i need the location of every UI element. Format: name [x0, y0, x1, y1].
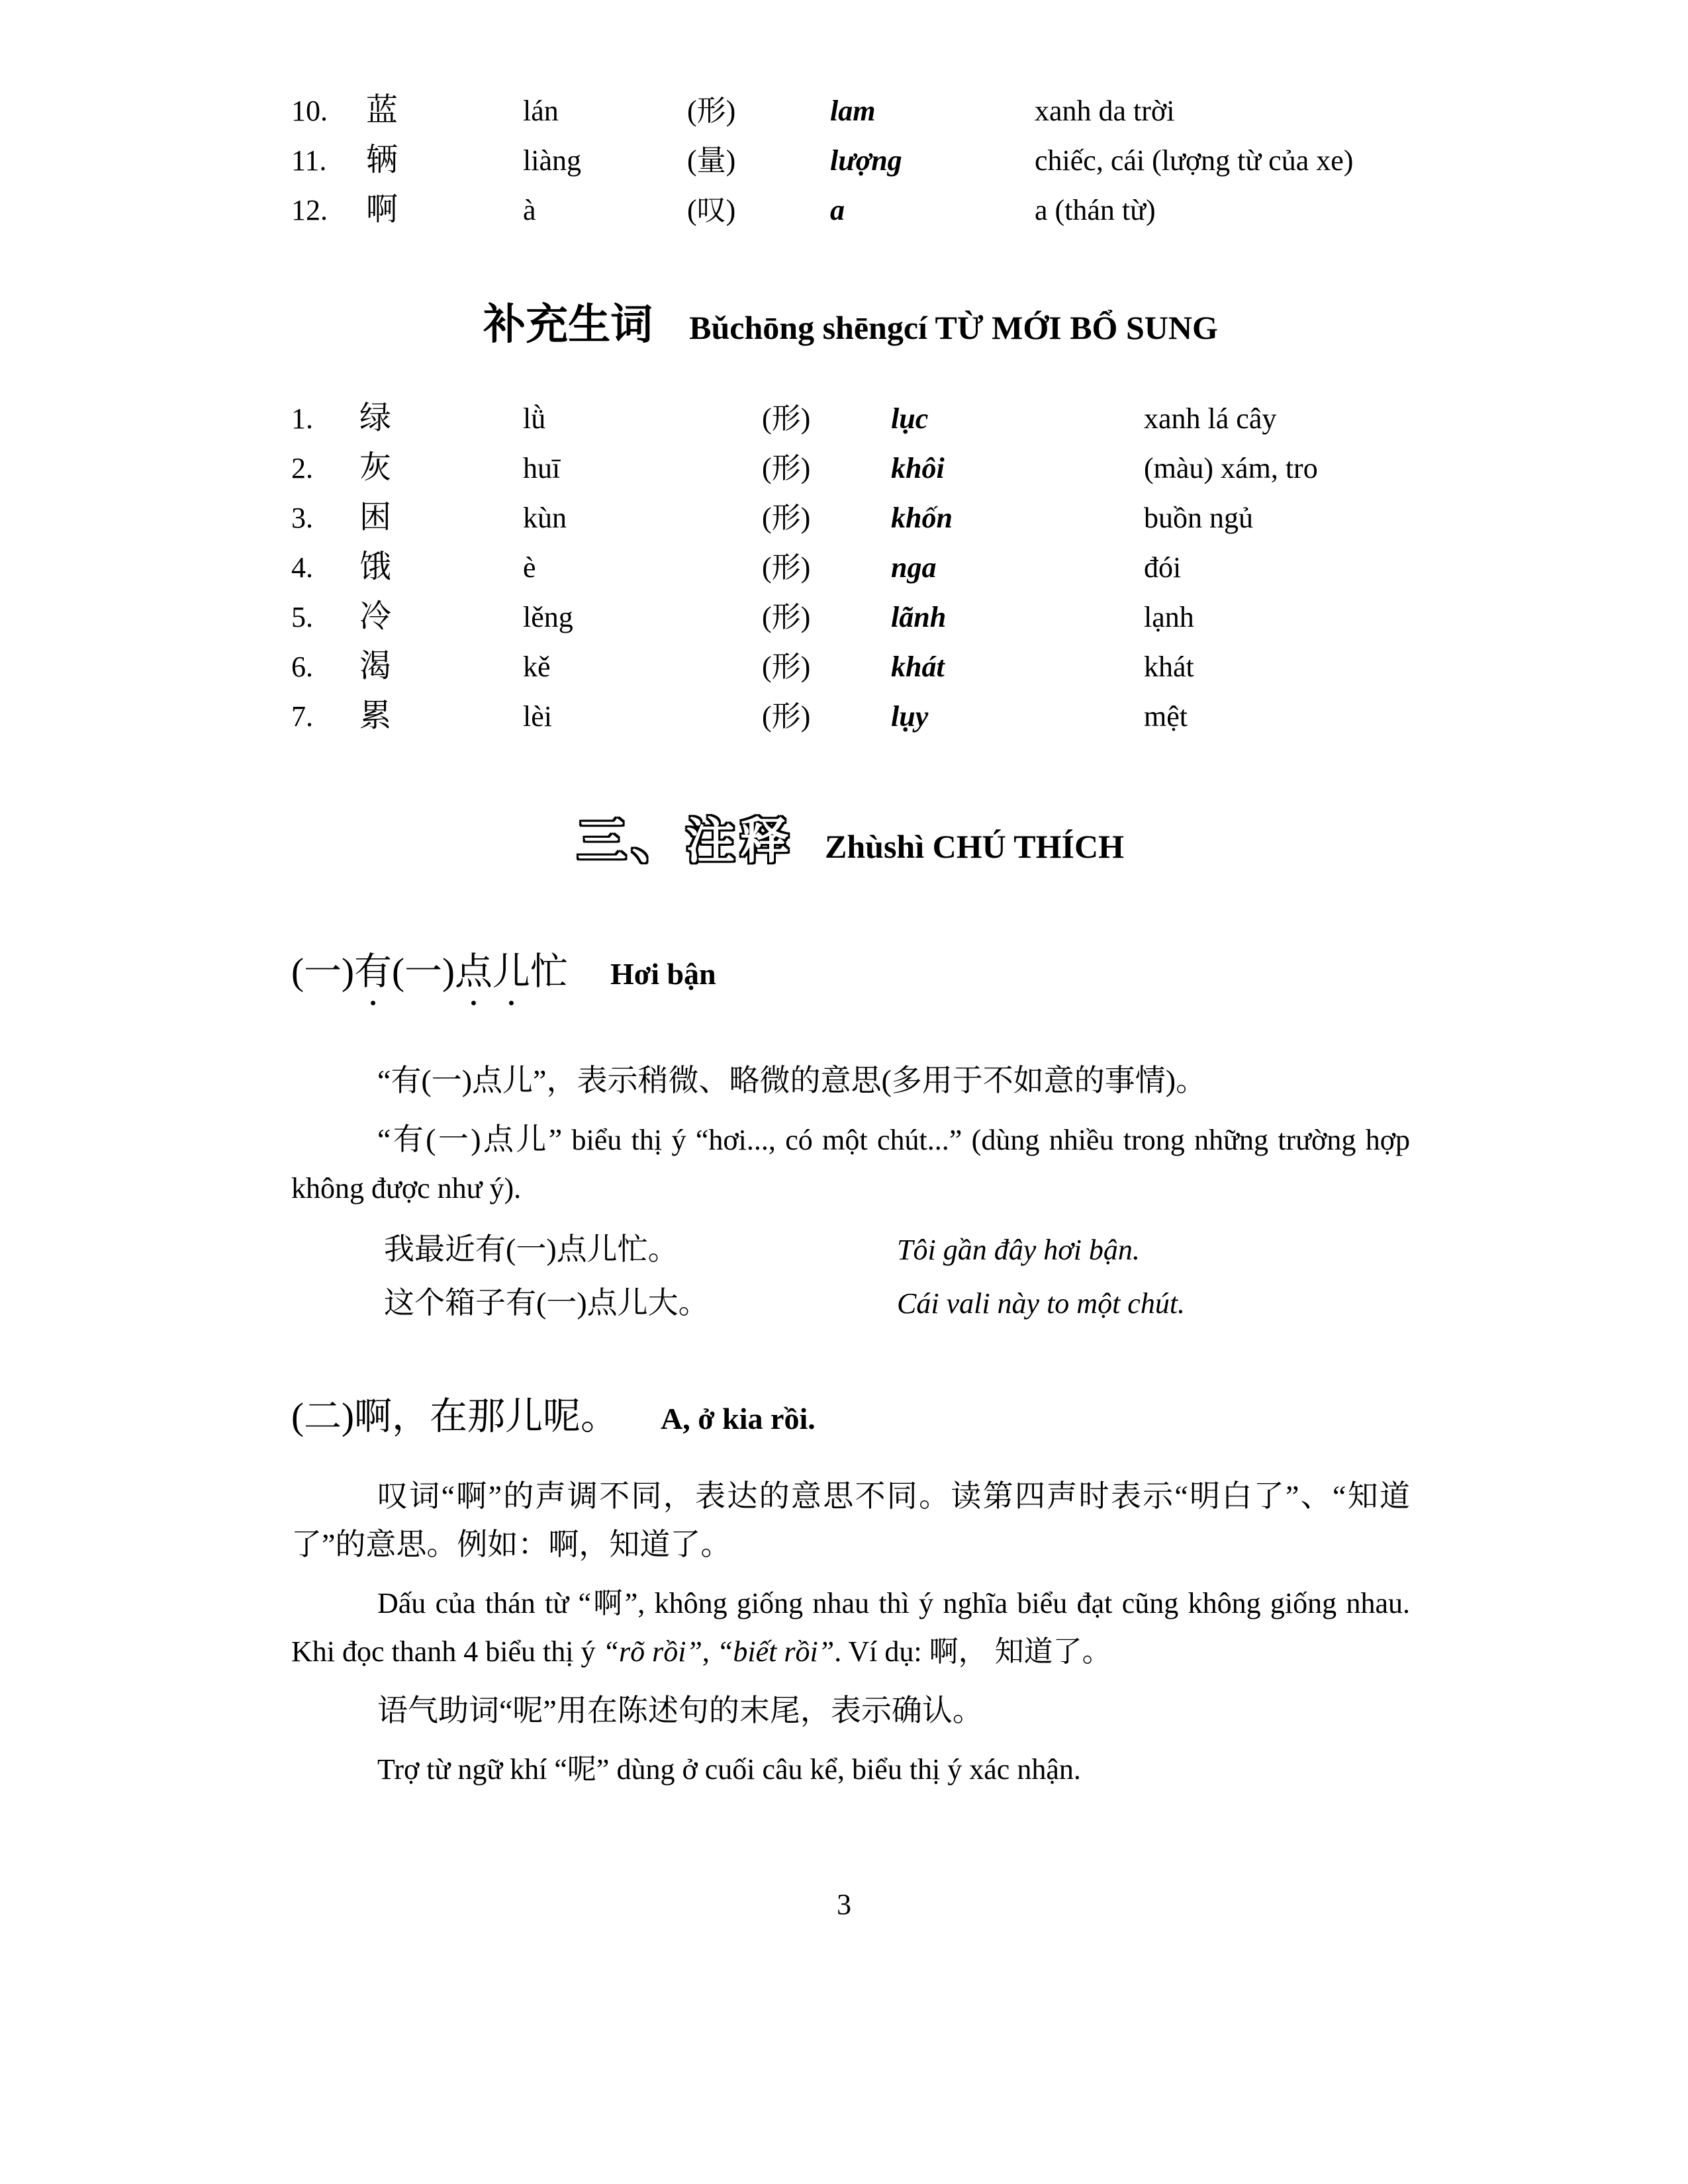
vocab-row: [291, 692, 1410, 741]
example-zh: 我最近有(一)点儿忙。: [384, 1232, 679, 1266]
vocab-pinyin: à: [523, 194, 536, 226]
vocab-hanzi: 累: [359, 698, 392, 733]
vocab-number: 4.: [291, 551, 313, 584]
supplement-heading: [291, 291, 1410, 351]
example-vi: Cái vali này to một chút.: [897, 1287, 1186, 1320]
page-content: [291, 86, 1410, 1804]
page-number: 3: [837, 1888, 851, 1921]
vocab-number: 6.: [291, 651, 313, 683]
notes-section-heading: [291, 802, 1410, 872]
vocab-hanviet: lụy: [891, 700, 929, 733]
vocab-hanviet: lam: [830, 95, 876, 127]
notes-section-heading-latin: Zhùshì CHÚ THÍCH: [824, 828, 1125, 865]
vocab-number: 7.: [291, 700, 313, 733]
vocab-number: 5.: [291, 601, 313, 633]
vocab-row: [291, 642, 1410, 692]
vocab-hanviet: lục: [891, 402, 929, 435]
vocab-number: 1.: [291, 402, 313, 435]
note1-title-seg: 忙: [530, 951, 568, 993]
vocab-hanzi: 啊: [366, 192, 399, 227]
vocab-pinyin: lèi: [523, 700, 552, 733]
vocab-meaning: chiếc, cái (lượng từ của xe): [1035, 144, 1354, 177]
vocab-hanzi: 困: [359, 500, 392, 535]
note1-paragraph-vi: [291, 1115, 1410, 1212]
vocab-pos: (形): [687, 95, 736, 127]
vocab-row: [291, 493, 1410, 543]
vocab-pos: (叹): [687, 194, 736, 226]
vocab-pos: (形): [762, 651, 811, 683]
note1-title-seg-emph: 有: [353, 951, 392, 993]
vocab-row: [291, 136, 1410, 185]
vocab-pos: (形): [762, 601, 811, 633]
note1-title: [291, 941, 1410, 1014]
supplement-heading-zh: 补充生词: [483, 301, 653, 348]
vocab-hanzi: 渴: [359, 649, 392, 684]
vocab-meaning: lạnh: [1144, 601, 1194, 633]
vocab-hanviet: nga: [891, 551, 937, 584]
note2-vi1-italic: “rõ rồi”: [602, 1635, 702, 1668]
vocab-pinyin: lán: [523, 95, 559, 127]
vocab-hanzi: 绿: [359, 400, 392, 435]
vocab-number: 12.: [291, 194, 328, 226]
vocab-row: [291, 86, 1410, 136]
vocab-number: 2.: [291, 452, 313, 484]
vocab-hanzi: 蓝: [366, 93, 399, 128]
note1-title-seg: (一): [391, 951, 455, 993]
note2-paragraph-vi-2: Trợ từ ngữ khí “呢” dùng ở cuối câu kể, biểu thị ý xác nhận.: [377, 1753, 1081, 1786]
vocab-pos: (量): [687, 144, 736, 177]
vocab-pos: (形): [762, 502, 811, 534]
vocab-pos: (形): [762, 402, 811, 435]
vocab-pos: (形): [762, 700, 811, 733]
vocab-hanviet: khát: [891, 651, 945, 683]
vocab-hanviet: khôi: [891, 452, 945, 484]
notes-section-heading-zh: 三、注释: [577, 815, 794, 869]
vocab-pinyin: kùn: [523, 502, 567, 534]
example-sentence: [384, 1223, 1410, 1277]
vocab-number: 10.: [291, 95, 328, 127]
vocab-list-supplement: [291, 394, 1410, 741]
note2-paragraph-zh-1: 叹词“啊”的声调不同，表达的意思不同。读第四声时表示“明白了”、“知道了”的意思。例如：啊，知道了。: [291, 1479, 1410, 1561]
supplement-heading-latin: Bǔchōng shēngcí TỪ MỚI BỔ SUNG: [689, 309, 1218, 346]
vocab-meaning: xanh da trời: [1035, 95, 1175, 127]
note2-title-zh: (二)啊，在那儿呢。: [291, 1396, 618, 1437]
note1-paragraph-vi-rest: biểu thị ý “hơi..., có một chút...” (dùng nhiều trong những trường hợp không được như ý).: [291, 1124, 1410, 1205]
example-sentence: [384, 1277, 1410, 1330]
vocab-number: 11.: [291, 144, 327, 177]
vocab-pinyin: liàng: [523, 144, 581, 177]
vocab-row: [291, 394, 1410, 443]
vocab-meaning: (màu) xám, tro: [1144, 452, 1318, 484]
vocab-row: [291, 185, 1410, 235]
note1-title-zh: [291, 941, 568, 1014]
vocab-hanzi: 灰: [359, 450, 392, 485]
vocab-meaning: buồn ngủ: [1144, 502, 1253, 534]
note1-title-seg: (一): [291, 951, 354, 993]
note2-vi1-text: ,: [702, 1635, 717, 1668]
vocab-pinyin: huī: [523, 452, 561, 484]
vocab-pinyin: kě: [523, 651, 551, 683]
vocab-hanzi: 饿: [359, 549, 392, 584]
vocab-meaning: a (thán từ): [1035, 194, 1156, 226]
note1-title-vi: Hơi bận: [610, 957, 716, 991]
vocab-meaning: xanh lá cây: [1144, 402, 1277, 435]
vocab-row: [291, 592, 1410, 642]
vocab-list-main: [291, 86, 1410, 235]
note2-vi1-text: . Ví dụ: 啊， 知道了。: [834, 1635, 1111, 1668]
example-vi: Tôi gần đây hơi bận.: [897, 1234, 1140, 1266]
vocab-hanviet: lượng: [830, 144, 902, 177]
vocab-pinyin: è: [523, 551, 536, 584]
vocab-number: 3.: [291, 502, 313, 534]
vocab-hanviet: lãnh: [891, 601, 947, 633]
vocab-pos: (形): [762, 551, 811, 584]
vocab-meaning: mệt: [1144, 700, 1188, 733]
vocab-hanzi: 辆: [366, 142, 399, 177]
note2-paragraph-zh-2: 语气助词“呢”用在陈述句的末尾，表示确认。: [377, 1694, 983, 1727]
vocab-meaning: đói: [1144, 551, 1182, 584]
vocab-hanviet: khốn: [891, 502, 953, 534]
note2-vi1-italic: “biết rồi”: [716, 1635, 835, 1668]
vocab-pinyin: lěng: [523, 601, 573, 633]
note2-vi1-text: Dấu của thán từ “啊”, không giống nhau thì ý nghĩa biểu đạt cũng không giống nhau. Khi đọc thanh 4 biểu thị ý: [291, 1587, 1410, 1668]
note2-title: [291, 1386, 1410, 1440]
note1-paragraph-zh: “有(一)点儿”，表示稍微、略微的意思(多用于不如意的事情)。: [377, 1064, 1207, 1097]
vocab-pinyin: lǜ: [523, 402, 546, 435]
vocab-hanzi: 冷: [359, 599, 392, 634]
note2-title-vi: A, ở kia rồi.: [660, 1402, 816, 1435]
note1-title-seg-emph: 点儿: [454, 951, 530, 993]
note1-paragraph-vi-lead: “有(一)点儿”: [377, 1122, 563, 1156]
example-zh: 这个箱子有(一)点儿大。: [384, 1286, 709, 1320]
note2-paragraph-vi-1: [291, 1579, 1410, 1676]
vocab-pos: (形): [762, 452, 811, 484]
vocab-meaning: khát: [1144, 651, 1194, 683]
vocab-row: [291, 443, 1410, 493]
vocab-row: [291, 543, 1410, 592]
vocab-hanviet: a: [830, 194, 845, 226]
